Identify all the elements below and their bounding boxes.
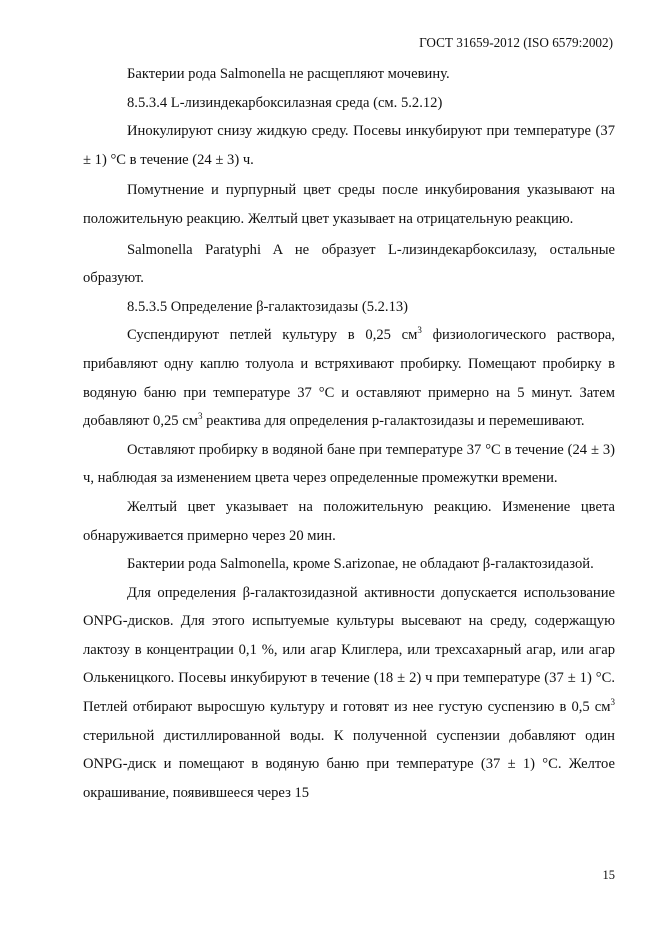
text-segment: реактива для определения р-галактозидазы и перемешивают. — [202, 413, 585, 430]
paragraph-onpg-discs — [83, 579, 615, 808]
document-header — [419, 35, 613, 51]
section-heading-lysine: 8.5.3.4 L-лизиндекарбоксилазная среда (см. 5.2.12) — [127, 94, 443, 111]
paragraph-urea: Бактерии рода Salmonella не расщепляют мочевину. — [127, 66, 450, 82]
paragraph-inoculation: Инокулируют снизу жидкую среду. Посевы инкубируют при температуре (37 ± 1) °С в течение (24 ± 3) ч. — [83, 123, 615, 168]
page-number: 15 — [602, 868, 615, 882]
paragraph-turbidity: Помутнение и пурпурный цвет среды после инкубирования указывают на положительную реакцию. Желтый цвет указывает на отрицательную реакцию. — [83, 182, 615, 227]
superscript: 3 — [610, 697, 615, 708]
section-heading-galactosidase: 8.5.3.5 Определение β-галактозидазы (5.2.13) — [127, 298, 409, 315]
text-segment: физиологического раствора, прибавляют одну каплю толуола и встряхивают пробирку. Помещают пробирку в водяную баню при температуре 37 °С и оставляют примерно на 5 минут. Затем добавляют 0,25 см — [83, 327, 615, 430]
text-segment: Для определения β-галактозидазной активности допускается использование ONPG-дисков. Для этого испытуемые культуры высевают на среду, содержащую лактозу в концентрации 0,1 %, или агар Клиглера, или трехсахарный агар, или агар Олькеницкого. Посевы инкубируют в течение (18 ± 2) ч при температуре (37 ± 1) °С. Петлей отбирают выросшую культуру и готовят из нее густую суспензию в 0,5 см — [83, 584, 615, 716]
paragraph-paratyphi: Salmonella Paratyphi A не образует L-лизиндекарбоксилазу, остальные образуют. — [83, 241, 615, 287]
text-segment: стерильной дистиллированной воды. К полученной суспензии добавляют один ONPG-диск и помещают в водяную баню при температуре (37 ± 1) °С. Желтое окрашивание, появившееся через 15 — [83, 727, 615, 801]
paragraph-water-bath: Оставляют пробирку в водяной бане при температуре 37 °С в течение (24 ± 3) ч, наблюдая за изменением цвета через определенные промежутки времени. — [83, 441, 615, 487]
paragraph-salmonella-arizonae: Бактерии рода Salmonella, кроме S.arizonae, не обладают β-галактозидазой. — [127, 556, 594, 573]
paragraph-suspension — [83, 321, 615, 435]
superscript: 3 — [417, 325, 422, 336]
superscript: 3 — [197, 411, 203, 422]
text-segment: Суспендируют петлей культуру в 0,25 см — [127, 327, 418, 344]
document-body — [83, 60, 615, 807]
paragraph-yellow-color: Желтый цвет указывает на положительную реакцию. Изменение цвета обнаруживается примерно через 20 мин. — [83, 498, 615, 544]
standard-id: ГОСТ 31659-2012 (ISO 6579:2002) — [419, 35, 613, 50]
